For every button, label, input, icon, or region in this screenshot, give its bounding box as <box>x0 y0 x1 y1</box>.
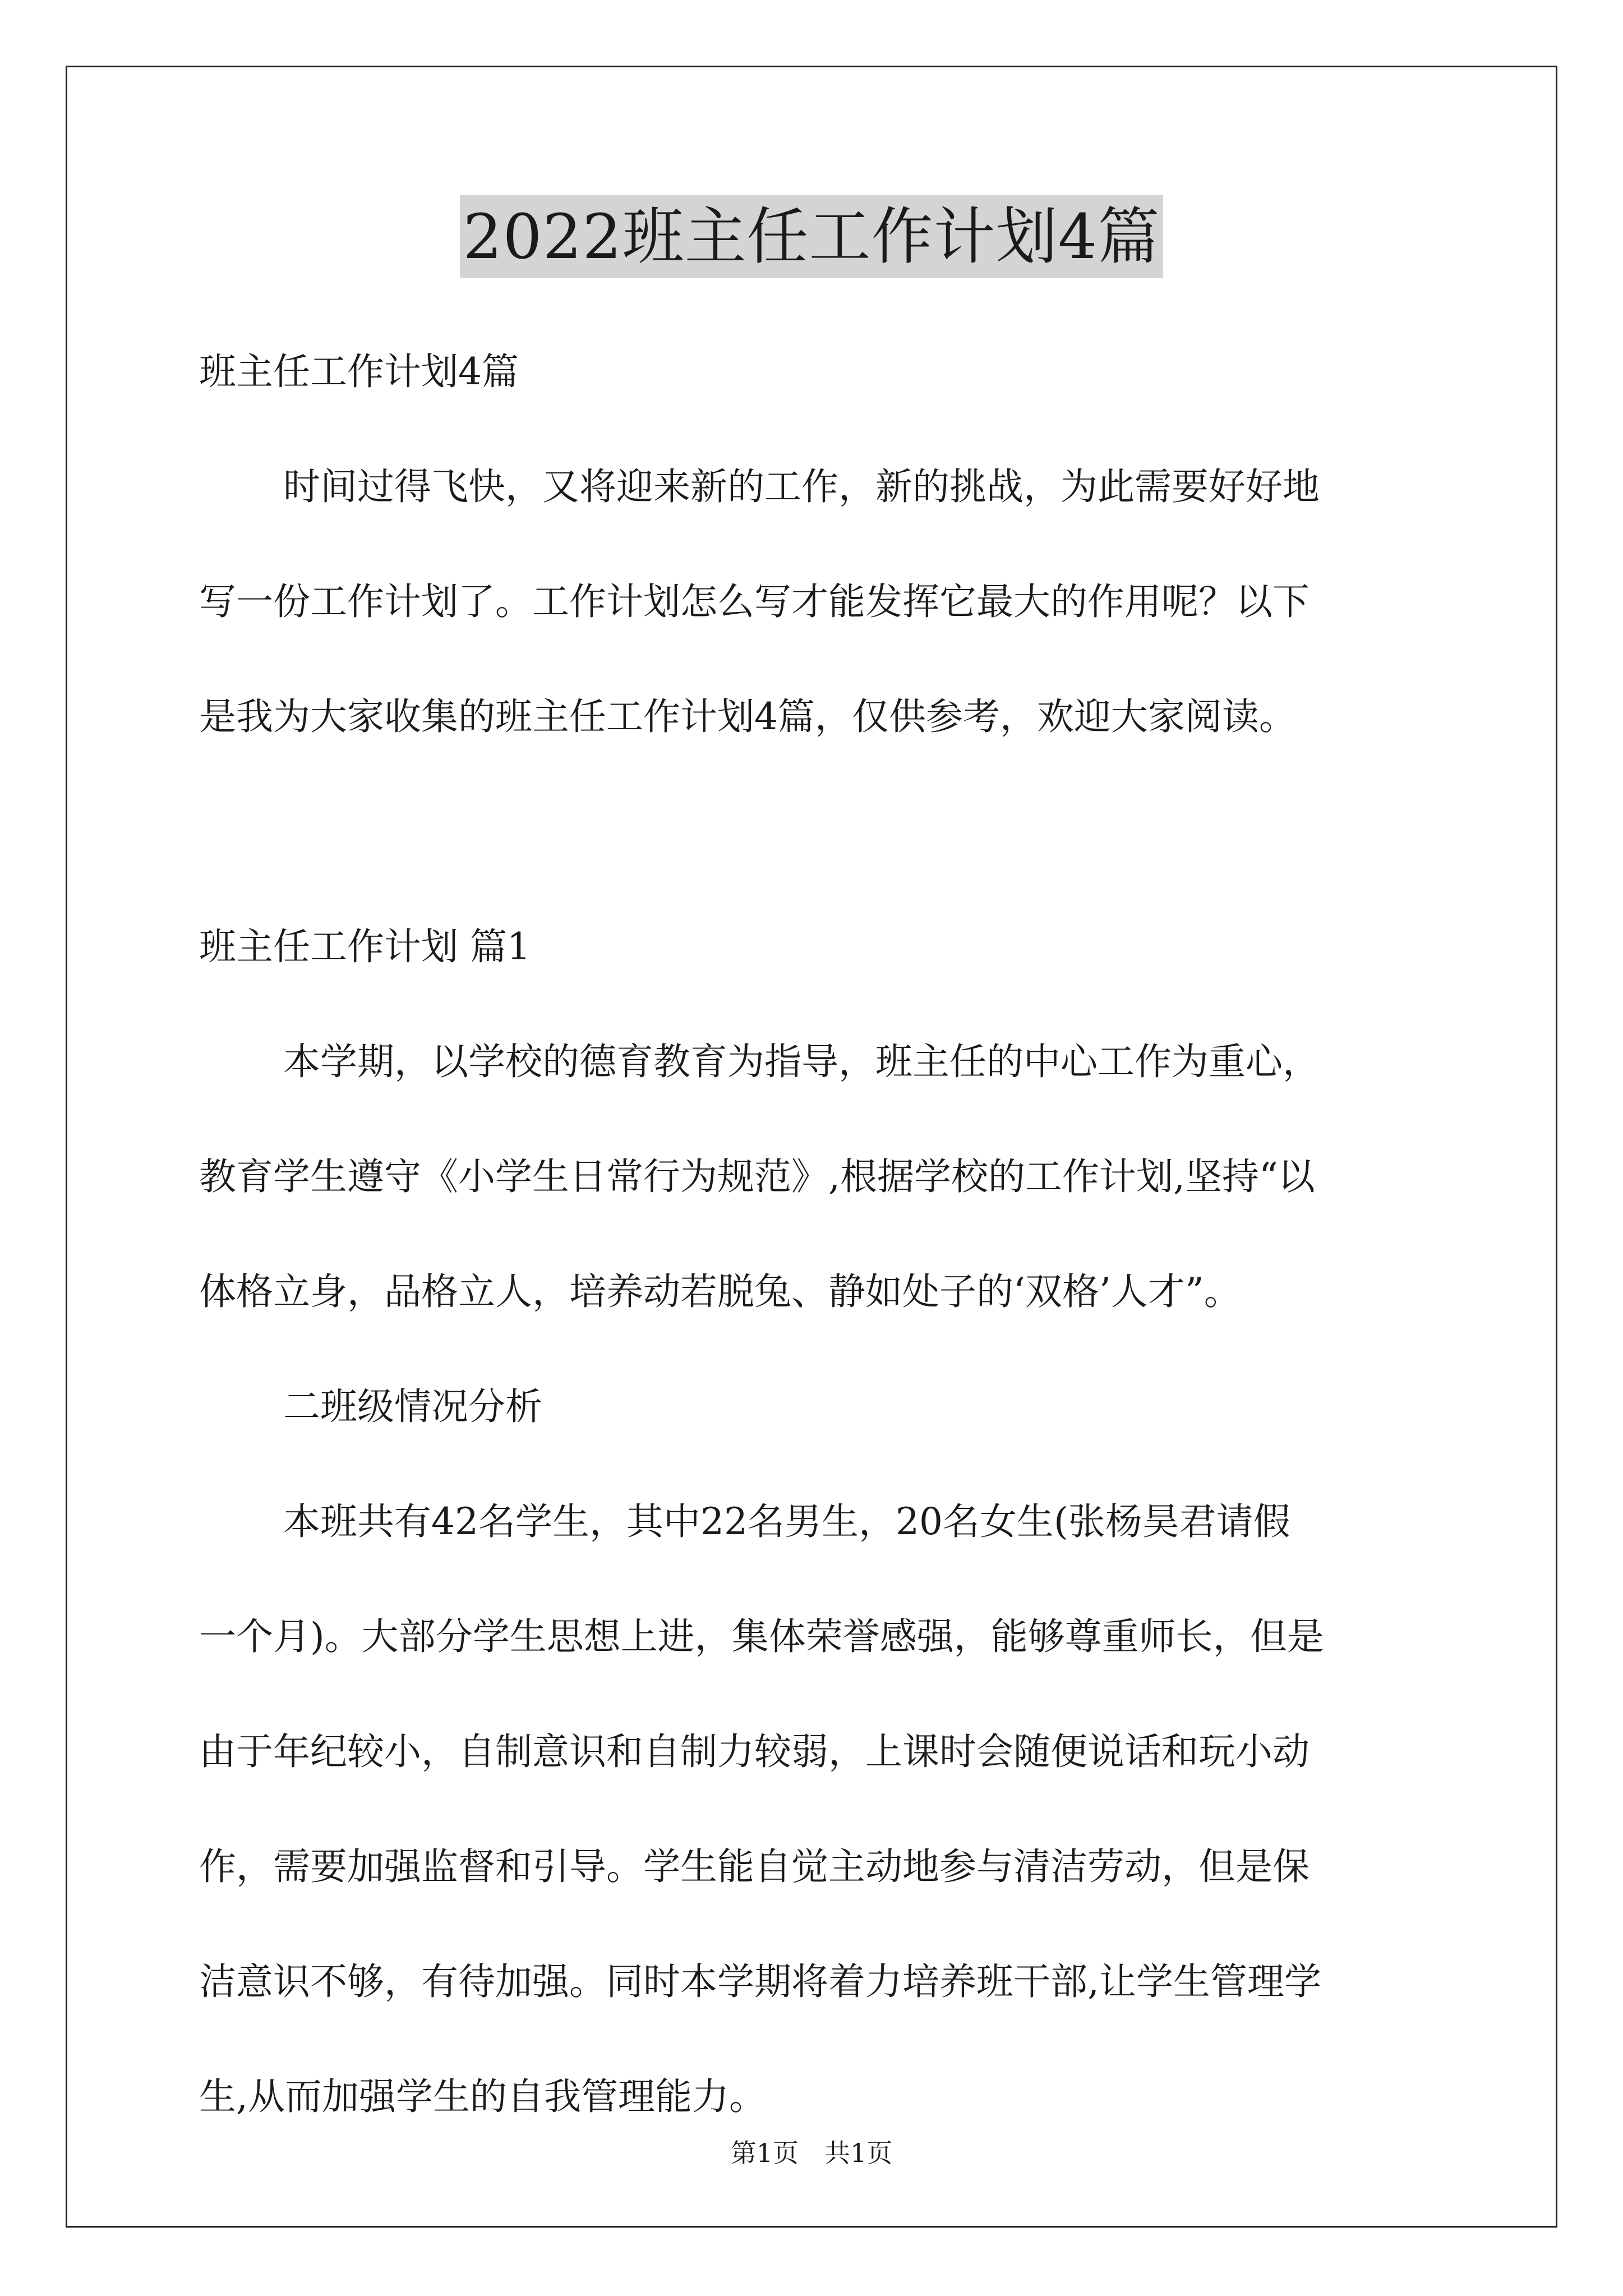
document-body <box>199 314 1425 2154</box>
paragraph-line: 体格立身，品格立人，培养动若脱兔、静如处子的‘双格’人才”。 <box>199 1270 1241 1313</box>
paragraph-line: 作，需要加强监督和引导。学生能自觉主动地参与清洁劳动，但是保 <box>199 1845 1310 1888</box>
subsection-heading: 二班级情况分析 <box>283 1385 542 1428</box>
blank-line <box>199 774 1425 889</box>
document-title: 2022班主任工作计划4篇 <box>460 195 1164 278</box>
paragraph-line: 生,从而加强学生的自我管理能力。 <box>199 2075 766 2118</box>
subtitle-line: 班主任工作计划4篇 <box>199 350 519 393</box>
paragraph-line: 本学期，以学校的德育教育为指导，班主任的中心工作为重心， <box>283 1040 1320 1083</box>
intro-line: 写一份工作计划了。工作计划怎么写才能发挥它最大的作用呢？以下 <box>199 580 1310 623</box>
paragraph-line: 教育学生遵守《小学生日常行为规范》,根据学校的工作计划,坚持“以 <box>199 1155 1315 1198</box>
paragraph-line: 由于年纪较小，自制意识和自制力较弱，上课时会随便说话和玩小动 <box>199 1730 1310 1773</box>
paragraph-line: 本班共有42名学生，其中22名男生，20名女生(张杨昊君请假 <box>283 1500 1290 1543</box>
title-container <box>0 195 1623 278</box>
intro-line: 是我为大家收集的班主任工作计划4篇，仅供参考，欢迎大家阅读。 <box>199 695 1296 738</box>
intro-line: 时间过得飞快，又将迎来新的工作，新的挑战，为此需要好好地 <box>283 465 1320 508</box>
page-footer: 第1页 共1页 <box>730 2138 893 2168</box>
paragraph-line: 一个月)。大部分学生思想上进，集体荣誉感强，能够尊重师长，但是 <box>199 1615 1324 1658</box>
paragraph-line: 洁意识不够，有待加强。同时本学期将着力培养班干部,让学生管理学 <box>199 1960 1321 2003</box>
section-heading: 班主任工作计划 篇1 <box>199 925 531 968</box>
